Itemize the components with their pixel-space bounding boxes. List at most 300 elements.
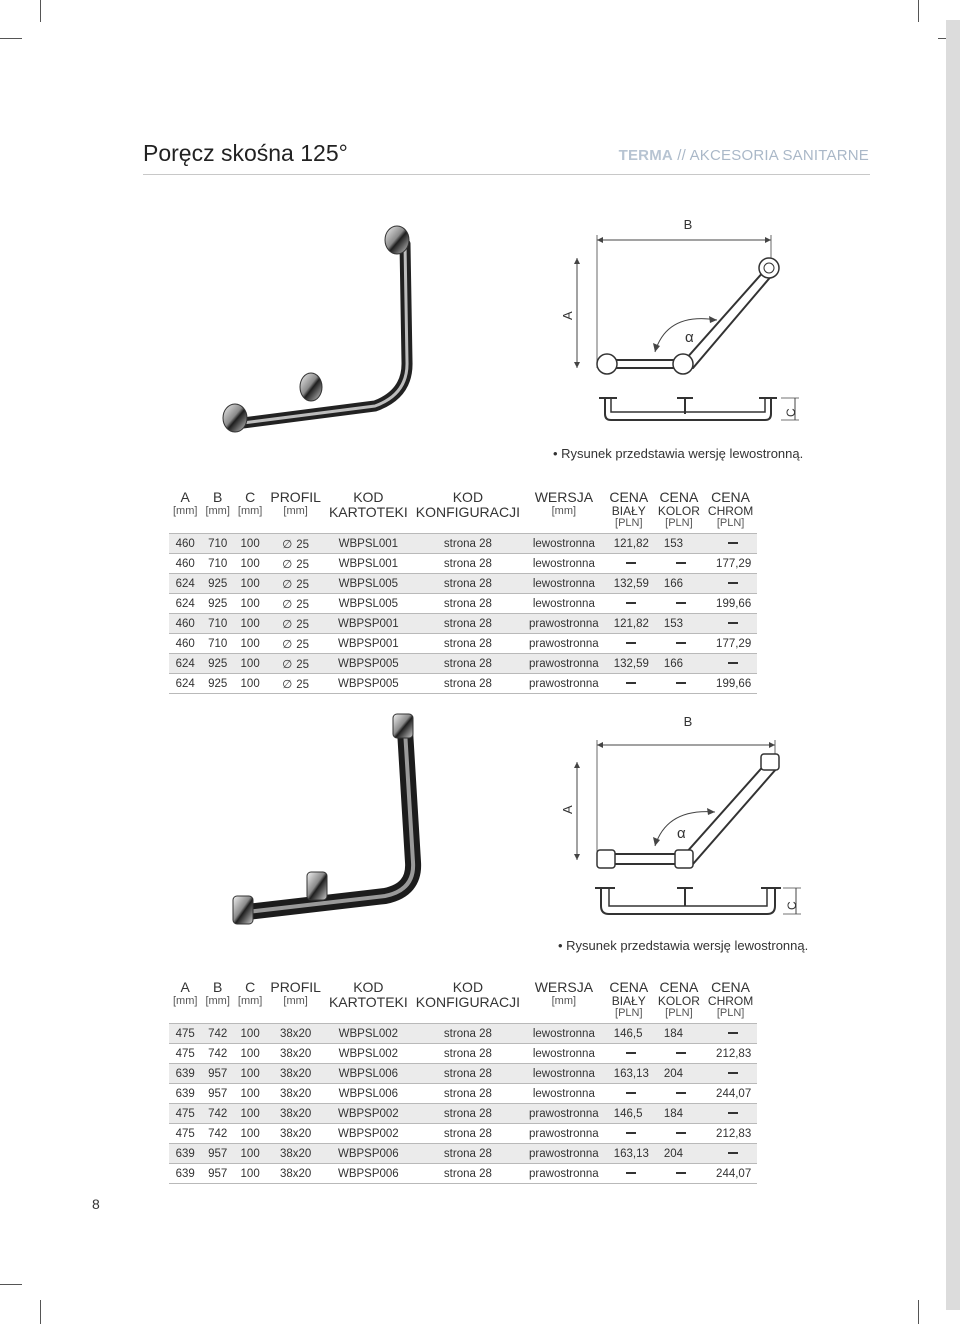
cell-value: 38x20: [279, 1087, 312, 1100]
column-mid: CHROM: [707, 504, 754, 518]
column-header: [234, 490, 266, 534]
table-cell: [604, 1024, 654, 1044]
header-divider: [143, 174, 870, 175]
table-cell: [266, 1144, 325, 1164]
product-photo-rectangular-bar: [225, 712, 435, 932]
table-cell: [266, 1084, 325, 1104]
cell-value: 742: [208, 1047, 228, 1060]
table-cell: [704, 1124, 757, 1144]
cell-value: 244,07: [716, 1087, 752, 1100]
crop-mark: [918, 1300, 919, 1324]
table-cell: [201, 534, 233, 554]
column-label: KOD: [353, 489, 384, 505]
table-cell: [412, 614, 524, 634]
cell-value: 100: [240, 1167, 260, 1180]
table-cell: [325, 654, 412, 674]
no-price-dash: [728, 1032, 738, 1034]
grab-bar-profile: [247, 730, 413, 912]
table-cell: [604, 1104, 654, 1124]
table-cell: [604, 674, 654, 694]
cell-value: WBPSP005: [337, 657, 399, 670]
cell-value: 199,66: [716, 677, 752, 690]
table-cell: [266, 594, 325, 614]
column-label: WERSJA: [534, 979, 594, 995]
table-cell: [234, 574, 266, 594]
column-header: [704, 490, 757, 534]
no-price-dash: [676, 1052, 686, 1054]
column-label: CENA: [711, 489, 751, 505]
wall-flange: [233, 896, 253, 924]
cell-value: 639: [175, 1067, 195, 1080]
table-cell: [325, 554, 412, 574]
table-cell: [604, 554, 654, 574]
column-header: [169, 490, 201, 534]
table-cell: [234, 594, 266, 614]
column-unit: [mm]: [205, 995, 230, 1007]
table-cell: [654, 634, 704, 654]
table-cell: [524, 1064, 604, 1084]
cell-value: WBPSP001: [337, 637, 399, 650]
column-header: [201, 490, 233, 534]
table-cell: [524, 1084, 604, 1104]
cell-value: 624: [175, 597, 195, 610]
page-number: 8: [92, 1196, 100, 1212]
cell-value: WBPSP001: [337, 617, 399, 630]
cell-value: WBPSL005: [338, 597, 399, 610]
column-header: [412, 490, 524, 534]
spec-table-rectangular: [169, 980, 757, 1184]
no-price-dash: [676, 1172, 686, 1174]
cell-value: WBPSP002: [337, 1107, 399, 1120]
table-cell: [201, 594, 233, 614]
table-cell: [234, 614, 266, 634]
drawing-note: • Rysunek przedstawia wersję lewostronną.: [553, 446, 804, 461]
no-price-dash: [676, 682, 686, 684]
cell-value: 742: [208, 1107, 228, 1120]
column-header: [325, 490, 412, 534]
table-cell: [704, 614, 757, 634]
column-header: [654, 490, 704, 534]
brand-header: [619, 147, 869, 164]
column-label: C: [245, 489, 256, 505]
bar-side-view: [601, 888, 775, 914]
no-price-dash: [728, 542, 738, 544]
drawing-note-text: Rysunek przedstawia wersję lewostronną.: [566, 938, 809, 953]
table-cell: [604, 534, 654, 554]
cell-value: WBPSL005: [338, 577, 399, 590]
cell-value: 100: [240, 597, 260, 610]
table-cell: [169, 614, 201, 634]
column-label: A: [180, 979, 190, 995]
cell-value: 184: [663, 1107, 684, 1120]
column-sub: KARTOTEKI: [328, 504, 408, 520]
no-price-dash: [676, 1132, 686, 1134]
table-cell: [325, 594, 412, 614]
table-row: [169, 614, 757, 634]
angle-label-alpha: α: [685, 329, 694, 346]
flange-outline: [675, 850, 693, 868]
table-cell: [266, 1164, 325, 1184]
cell-value: 957: [208, 1087, 228, 1100]
cell-value: 25: [296, 538, 310, 551]
table-cell: [604, 574, 654, 594]
cell-value: 710: [208, 537, 228, 550]
cell-value: strona 28: [443, 1167, 492, 1180]
cell-value: 212,83: [716, 1127, 752, 1140]
cell-value: 100: [240, 637, 260, 650]
column-unit: [PLN]: [615, 517, 643, 529]
grab-bar-tube: [235, 244, 407, 424]
product-photo-round-bar: [215, 222, 425, 442]
cell-value: lewostronna: [532, 1047, 595, 1060]
table-cell: [234, 1064, 266, 1084]
cell-value: prawostronna: [529, 657, 599, 670]
table-cell: [201, 654, 233, 674]
wall-flange: [300, 373, 322, 401]
table-cell: [704, 1064, 757, 1084]
table-row: [169, 1104, 757, 1124]
table-row: [169, 1144, 757, 1164]
table-cell: [325, 1104, 412, 1124]
table-cell: [524, 634, 604, 654]
table-row: [169, 1164, 757, 1184]
table-cell: [234, 1084, 266, 1104]
no-price-dash: [676, 562, 686, 564]
table-cell: [266, 674, 325, 694]
table-cell: [234, 1104, 266, 1124]
cell-value: 38x20: [279, 1147, 312, 1160]
table-cell: [654, 1024, 704, 1044]
table-cell: [169, 594, 201, 614]
cell-value: 742: [208, 1027, 228, 1040]
cell-value: prawostronna: [529, 1127, 599, 1140]
table-cell: [169, 1144, 201, 1164]
table-cell: [266, 554, 325, 574]
cell-value: strona 28: [443, 677, 492, 690]
table-cell: [266, 574, 325, 594]
cell-value: strona 28: [443, 1087, 492, 1100]
cell-value: 624: [175, 577, 195, 590]
cell-value: 153: [663, 537, 684, 550]
column-unit: [mm]: [237, 505, 263, 517]
no-price-dash: [626, 1052, 636, 1054]
diameter-icon: ∅: [282, 578, 293, 591]
column-mid: KOLOR: [657, 994, 700, 1008]
table-cell: [524, 1124, 604, 1144]
column-header: [325, 980, 412, 1024]
cell-value: WBPSP002: [337, 1127, 399, 1140]
cell-value: 153: [663, 617, 684, 630]
table-cell: [266, 1124, 325, 1144]
table-cell: [325, 1144, 412, 1164]
cell-value: strona 28: [443, 597, 492, 610]
no-price-dash: [626, 642, 636, 644]
cell-value: 460: [175, 537, 195, 550]
column-label: CENA: [711, 979, 751, 995]
diameter-icon: ∅: [282, 538, 293, 551]
cell-value: 710: [208, 617, 228, 630]
column-header: [201, 980, 233, 1024]
angle-label-alpha: α: [677, 825, 686, 842]
diameter-icon: ∅: [282, 678, 293, 691]
cell-value: 100: [240, 1047, 260, 1060]
column-label: C: [245, 979, 256, 995]
table-cell: [234, 1024, 266, 1044]
table-cell: [169, 554, 201, 574]
column-unit: [mm]: [283, 995, 308, 1007]
no-price-dash: [676, 642, 686, 644]
cell-value: strona 28: [443, 577, 492, 590]
cell-value: 639: [175, 1087, 195, 1100]
cell-value: 475: [175, 1127, 195, 1140]
column-unit: [PLN]: [665, 517, 693, 529]
table-cell: [234, 654, 266, 674]
dimension-label-c: C: [785, 901, 799, 910]
table-cell: [654, 1084, 704, 1104]
table-cell: [524, 554, 604, 574]
table-cell: [325, 1024, 412, 1044]
table-cell: [234, 554, 266, 574]
cell-value: 212,83: [716, 1047, 752, 1060]
cell-value: strona 28: [443, 1107, 492, 1120]
cell-value: 100: [240, 657, 260, 670]
column-sub: KONFIGURACJI: [415, 994, 521, 1010]
table-cell: [266, 654, 325, 674]
no-price-dash: [626, 682, 636, 684]
cell-value: 100: [240, 577, 260, 590]
cell-value: 25: [296, 618, 310, 631]
cell-value: 163,13: [613, 1147, 649, 1160]
table-row: [169, 1044, 757, 1064]
column-label: A: [180, 489, 190, 505]
column-sub: KARTOTEKI: [328, 994, 408, 1010]
no-price-dash: [626, 1092, 636, 1094]
table-cell: [654, 654, 704, 674]
column-label: KOD: [452, 979, 484, 995]
table-cell: [524, 1104, 604, 1124]
dimension-label-b: B: [683, 714, 693, 729]
page-title: Poręcz skośna 125°: [143, 140, 348, 166]
cell-value: 475: [175, 1027, 195, 1040]
table-cell: [201, 1104, 233, 1124]
cell-value: 100: [240, 1127, 260, 1140]
cell-value: strona 28: [443, 557, 492, 570]
column-sub: KONFIGURACJI: [415, 504, 521, 520]
table-cell: [201, 574, 233, 594]
table-row: [169, 1084, 757, 1104]
cell-value: WBPSL006: [338, 1087, 399, 1100]
cell-value: prawostronna: [529, 617, 599, 630]
no-price-dash: [676, 602, 686, 604]
table-cell: [524, 1044, 604, 1064]
cell-value: 100: [240, 1107, 260, 1120]
no-price-dash: [676, 1092, 686, 1094]
cell-value: 25: [296, 658, 310, 671]
cell-value: 925: [208, 577, 228, 590]
column-label: PROFIL: [270, 979, 321, 995]
table-cell: [266, 634, 325, 654]
crop-mark: [0, 38, 22, 39]
table-cell: [654, 614, 704, 634]
column-unit: [PLN]: [716, 1007, 745, 1019]
table-cell: [201, 1144, 233, 1164]
table-cell: [412, 1104, 524, 1124]
cell-value: 177,29: [716, 557, 752, 570]
no-price-dash: [626, 602, 636, 604]
cell-value: 624: [175, 657, 195, 670]
column-header: [654, 980, 704, 1024]
table-cell: [169, 1084, 201, 1104]
table-cell: [654, 1164, 704, 1184]
table-cell: [234, 1164, 266, 1184]
column-label: CENA: [609, 979, 649, 995]
table-row: [169, 1124, 757, 1144]
cell-value: 957: [208, 1167, 228, 1180]
cell-value: 132,59: [613, 657, 649, 670]
cell-value: strona 28: [443, 617, 492, 630]
cell-value: WBPSL006: [338, 1067, 399, 1080]
diameter-icon: ∅: [282, 658, 293, 671]
cell-value: WBPSP005: [337, 677, 399, 690]
column-header: [604, 490, 654, 534]
cell-value: 100: [240, 677, 260, 690]
column-label: CENA: [659, 489, 699, 505]
table-cell: [266, 1064, 325, 1084]
cell-value: 25: [296, 598, 310, 611]
column-label: PROFIL: [270, 489, 321, 505]
table-cell: [201, 1124, 233, 1144]
table-cell: [654, 594, 704, 614]
table-cell: [412, 1044, 524, 1064]
brand-separator: //: [677, 147, 687, 164]
table-cell: [604, 1084, 654, 1104]
table-cell: [604, 1144, 654, 1164]
table-cell: [201, 1084, 233, 1104]
cell-value: 38x20: [279, 1127, 312, 1140]
table-cell: [412, 1084, 524, 1104]
table-cell: [266, 1044, 325, 1064]
table-cell: [524, 1024, 604, 1044]
table-cell: [704, 674, 757, 694]
cell-value: WBPSL002: [338, 1027, 399, 1040]
cell-value: lewostronna: [532, 1067, 595, 1080]
bar-side-view: [605, 398, 771, 420]
table-cell: [266, 1104, 325, 1124]
table-cell: [234, 534, 266, 554]
column-header: [524, 490, 604, 534]
cell-value: 121,82: [613, 537, 649, 550]
table-cell: [201, 554, 233, 574]
table-cell: [412, 674, 524, 694]
column-label: KOD: [353, 979, 384, 995]
dimension-label-a: A: [560, 805, 575, 814]
table-cell: [604, 1064, 654, 1084]
table-cell: [654, 1104, 704, 1124]
cell-value: lewostronna: [532, 577, 595, 590]
table-cell: [524, 614, 604, 634]
cell-value: strona 28: [443, 1067, 492, 1080]
cell-value: 146,5: [613, 1107, 643, 1120]
column-header: [704, 980, 757, 1024]
crop-mark: [40, 1300, 41, 1324]
table-cell: [412, 574, 524, 594]
table-cell: [169, 574, 201, 594]
table-row: [169, 654, 757, 674]
cell-value: 624: [175, 677, 195, 690]
table-cell: [169, 674, 201, 694]
page-edge-strip: [946, 20, 960, 1310]
column-header: [266, 490, 325, 534]
table-cell: [524, 674, 604, 694]
table-row: [169, 534, 757, 554]
column-header: [266, 980, 325, 1024]
cell-value: 957: [208, 1067, 228, 1080]
table-cell: [201, 1044, 233, 1064]
table-cell: [325, 614, 412, 634]
table-cell: [604, 654, 654, 674]
column-header: [524, 980, 604, 1024]
table-cell: [704, 1084, 757, 1104]
table-cell: [169, 1164, 201, 1184]
table-cell: [654, 1124, 704, 1144]
no-price-dash: [728, 622, 738, 624]
column-unit: [PLN]: [665, 1007, 693, 1019]
cell-value: 38x20: [279, 1027, 312, 1040]
table-cell: [654, 1044, 704, 1064]
table-cell: [169, 1124, 201, 1144]
dimension-label-a: A: [560, 311, 575, 320]
table-cell: [604, 614, 654, 634]
crop-mark: [918, 0, 919, 22]
table-cell: [412, 1124, 524, 1144]
table-cell: [412, 654, 524, 674]
table-cell: [201, 634, 233, 654]
diameter-icon: ∅: [282, 618, 293, 631]
cell-value: strona 28: [443, 1147, 492, 1160]
table-cell: [654, 1144, 704, 1164]
technical-drawing-rectangular: [555, 708, 815, 933]
cell-value: 38x20: [279, 1107, 312, 1120]
cell-value: prawostronna: [529, 1107, 599, 1120]
no-price-dash: [728, 1152, 738, 1154]
column-unit: [PLN]: [716, 517, 745, 529]
cell-value: 132,59: [613, 577, 649, 590]
column-header: [234, 980, 266, 1024]
column-label: CENA: [609, 489, 649, 505]
wall-flange: [307, 872, 327, 900]
table-cell: [201, 674, 233, 694]
crop-mark: [40, 0, 41, 22]
table-cell: [234, 1144, 266, 1164]
table-cell: [412, 634, 524, 654]
table-cell: [704, 634, 757, 654]
dimension-label-c: C: [784, 408, 798, 417]
column-mid: CHROM: [707, 994, 754, 1008]
no-price-dash: [728, 662, 738, 664]
cell-value: prawostronna: [529, 1167, 599, 1180]
cell-value: 25: [296, 578, 310, 591]
column-unit: [mm]: [173, 505, 198, 517]
table-cell: [604, 594, 654, 614]
table-cell: [325, 1084, 412, 1104]
table-cell: [201, 1164, 233, 1184]
table-cell: [654, 1064, 704, 1084]
cell-value: 460: [175, 617, 195, 630]
no-price-dash: [626, 1172, 636, 1174]
column-label: B: [213, 979, 223, 995]
cell-value: lewostronna: [532, 557, 595, 570]
table-row: [169, 634, 757, 654]
